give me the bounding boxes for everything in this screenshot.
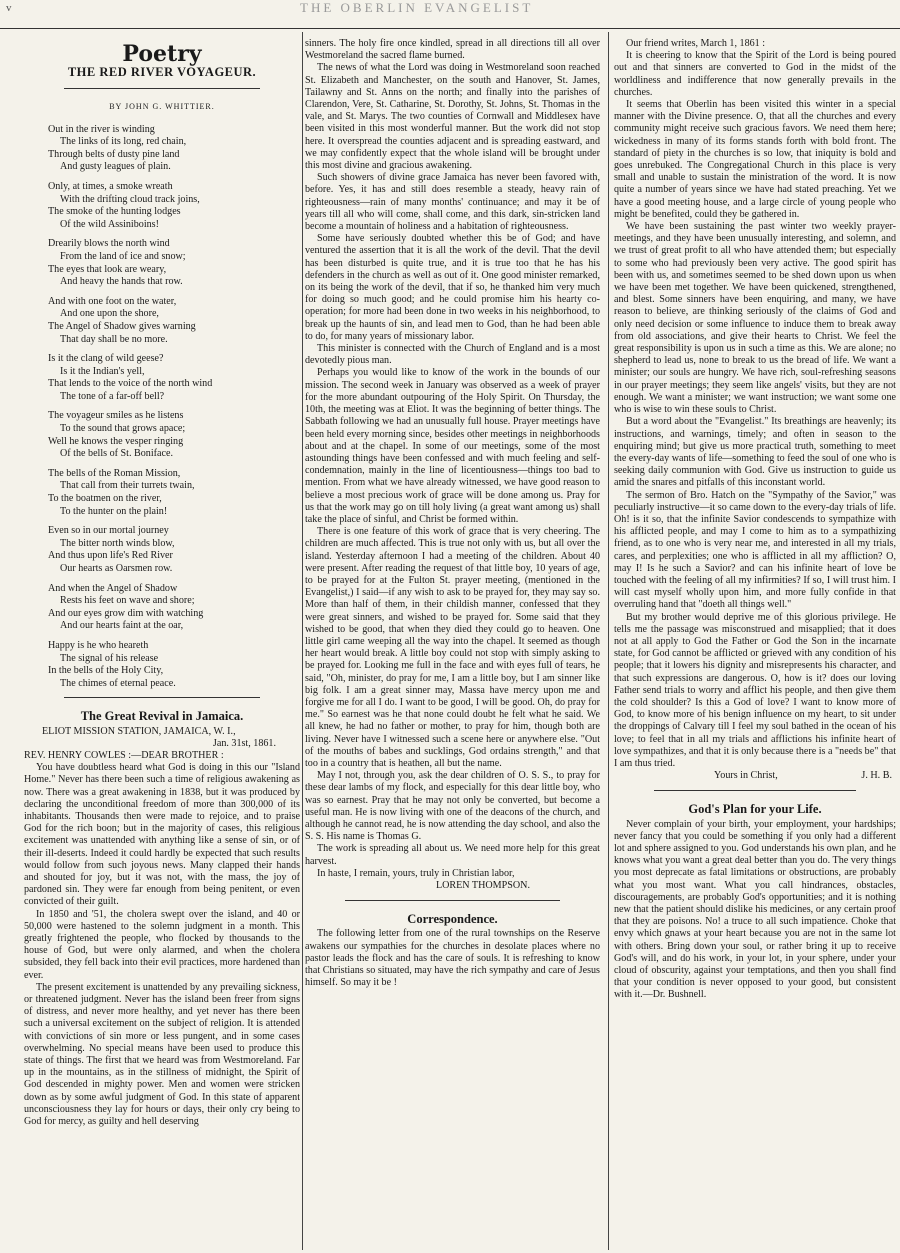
revival-paragraph-1: You have doubtless heard what God is doing in this our "Island Home." Never has there been such a time of religious awakening as now. There was a great awakening in 1838, but it was produced by declaring the unconditional freedom of more than 300,000 of its inhabitants. Thousands then were made to rejoice, and to praise God for the rich boon; but in the majority of cases, this religious excitement was unattended with anything like a sense of sin, or of their ill-deserts. Indeed it could hardly be expected that such results would follow from such joyous news. Many clapped their hands and shouted for joy, but it was not, with the mass, the joy of pardoned sin. They were far enough from being penitent, or even convicted of their guilt.: [24, 762, 300, 908]
fold-mark: v: [6, 2, 15, 14]
poem-stanza: [48, 583, 300, 633]
poem-line: To the sound that grows apace;: [60, 423, 186, 435]
poem-line: Well he knows the vesper ringing: [48, 435, 184, 447]
section-divider: [345, 900, 560, 901]
poem-line: The eyes that look are weary,: [48, 263, 167, 275]
poem-stanza: [48, 181, 300, 231]
poem-author: BY JOHN G. WHITTIER.: [109, 102, 215, 112]
poem-line: That day shall be no more.: [60, 333, 168, 345]
col3-paragraph-6: But my brother would deprive me of this glorious privilege. He tells me the passage was misconstrued and misapplied; that it does not at all apply to God the Father or God the Son in the incarnate state, for God cannot be afflicted or grieved with any condition of his people; that it lowers his dignity and misrepresents his character, and that such expressions are dangerous. O, how is it? does our loving Father send trials to worry and afflict his people, and then give them the cold shoulder? Is this a God of love? I want to know more of God, to know more of his benign influence on my heart, to sit under the droppings of Calvary till I feel my soul bathed in the ocean of his love; to feel that in all my trials and afflictions his infinite heart of love sympathizes, and that it is only because there is a "needs be" that I am thus tried.: [614, 611, 896, 769]
poem-line: Through belts of dusty pine land: [48, 148, 180, 160]
poem-line: Drearily blows the north wind: [48, 238, 170, 250]
poem-stanza: [48, 353, 300, 403]
dateline-date: Jan. 31st, 1861.: [212, 737, 276, 749]
poem-stanza: [48, 525, 300, 575]
poem-line: Is it the Indian's yell,: [60, 365, 145, 377]
signoff-text: Yours in Christ,: [714, 770, 778, 782]
col2-paragraph-3: Such showers of divine grace Jamaica has never been favored with, before. Yes, it has and still does resemble a steady, heavy rain of righteousness—rain of many months' continuance; and may it be of years till all who will come, shall come, and this dark, sin-stricken land become a mountain of holiness and a habitation of righteousness.: [305, 172, 600, 233]
revival-paragraph-3: The present excitement is unattended by any prevailing sickness, or threatened judgment. Never has the island been freer from signs of distress, and never more healthy, and yet never has there been such a universal excitement on the subject of religion. It is attended with convictions of sin more or less pungent, and in some cases overwhelming. No special means have been used to produce this state of things. The first that we heard was from Westmoreland. Far up in the mountains, as in the stillness of midnight, the Spirit of God descended in mighty power. Men and women were stricken down as by some awful judgment of God. In this state of apparent unconsciousness they lay for hours or days, their only cry being to God for mercy, as guilty and hell deserving: [24, 981, 300, 1128]
col2-paragraph-9: The work is spreading all about us. We need more help for this great harvest.: [305, 843, 600, 867]
revival-title: The Great Revival in Jamaica.: [80, 709, 244, 724]
col2-paragraph-1: sinners. The holy fire once kindled, spread in all directions till all over Westmoreland the sacred flame burned.: [305, 38, 600, 62]
poem-line: The chimes of eternal peace.: [60, 677, 176, 689]
column-rule-2: [608, 32, 609, 1250]
poem-line: And one upon the shore,: [60, 308, 159, 320]
poem-line: To the hunter on the plain!: [60, 505, 168, 517]
correspondence-title: Correspondence.: [407, 912, 498, 927]
col2-paragraph-4: Some have seriously doubted whether this be of God; and have ventured the assertion that it is all the work of the devil. That the devil has been disturbed is quite true, and it is true too that he has his defenders in the church as well as out of it. One good minister remarked, on its being the work of the devil, that if so, he thanked him very much for doing so much good; and he could promise him his hearty co-operation; for more had been done in two weeks in his neighborhood, to break up the haunts of sin, and lead men to God, than he had been able to do, for many years of missionary labor.: [305, 233, 600, 342]
masthead: [0, 0, 900, 29]
poem-line: And thus upon life's Red River: [48, 550, 173, 562]
col2-paragraph-6: Perhaps you would like to know of the work in the bounds of our mission. The second week in January was observed as a week of prayer for the more abundant outpouring of the Holy Spirit. On Thursday, the 10th, the meeting was at Eliot. It was the beginning of better things. The Sabbath following we had an unusually full house. Prayer meetings have been held every morning since, besides other meetings in neighborhoods about and at the chapel. In some of our meetings, some of the most astounding things have been confessed and with much feeling and self-condemnation, mainly in the line of licentiousness—things too bad to mention. From what we have already witnessed, we have good reason to believe a most precious work of grace will be done among us. Pray for us that the work may go on till holy living (a great want among us) shall take the place of sinful, and Christ be formed within.: [305, 367, 600, 525]
poem-line: And our eyes grow dim with watching: [48, 607, 204, 619]
poem-line: And when the Angel of Shadow: [48, 582, 178, 594]
poem-line: The signal of his release: [60, 652, 159, 664]
column-1: [24, 38, 300, 1250]
gods-plan-paragraph: Never complain of your birth, your employment, your hardships; never fancy that you could be something if you only had a different lot and sphere assigned to you. God understands his own plan, and he knows what you want a great deal better than you do. The very things you most deprecate as fatal limitations or obstructions, are probably what you most want. What you call hindrances, obstacles, discouragements, are probably God's opportunities; and it is nothing new that the patient should dislike his medicines, or any certain proof that they are poisons. No! a truce to all such impatience. Choke that envy which gnaws at your heart because you are not in the same lot with others. Bring down your soul, or rather bring it up to receive God's will, and do his work, in your lot, in your sphere, under your cloud of obscurity, against your temptations, and then you shall find that your condition is never opposed to your good, but consistent with it.—Dr. Bushnell.: [614, 818, 896, 1001]
signoff-initials: J. H. B.: [861, 770, 892, 782]
column-2: [305, 38, 600, 1250]
poem-line: That lends to the voice of the north wind: [48, 378, 213, 390]
gods-plan-title: God's Plan for your Life.: [688, 802, 822, 817]
salutation: REV. HENRY COWLES :—DEAR BROTHER :: [24, 749, 224, 761]
revival-dateline: [24, 726, 300, 750]
poem-line: Happy is he who heareth: [48, 639, 149, 651]
col2-paragraph-5: This minister is connected with the Church of England and is a most devotedly pious man.: [305, 343, 600, 367]
poem-line: Even so in our mortal journey: [48, 525, 169, 537]
poem-line: And our hearts faint at the oar,: [60, 620, 184, 632]
poem-stanza: [48, 296, 300, 346]
poem-title: THE RED RIVER VOYAGEUR.: [67, 65, 257, 80]
poem-line: And with one foot on the water,: [48, 295, 177, 307]
poem-line: The Angel of Shadow gives warning: [48, 320, 196, 332]
poem-line: Is it the clang of wild geese?: [48, 353, 164, 365]
letter-signoff: [614, 770, 896, 782]
col2-paragraph-2: The news of what the Lord was doing in Westmoreland soon reached St. Elizabeth and Manchester, on the south and Hanover, St. James, Tailawny and St. Anns on the north; and finally into the parishes of Clarendon, Vere, St. Catharine, St. Dorothy, St. Johns, St. Thomas in the vale, and St. Marys. The two counties of Cornwall and Middlesex have been visited in this most wonderful manner. But the work did not stop here. It overspread the counties adjacent and is spreading eastward, and we may confidently expect that the whole island will be brought under this most divine and gracious awakening.: [305, 62, 600, 172]
dateline-place: ELIOT MISSION STATION, JAMAICA, W. I.,: [42, 725, 236, 737]
correspondence-paragraph: The following letter from one of the rural townships on the Reserve awakens our sympathies for the churches in desolate places where no pastor leads the flock and has the care of souls. It is refreshing to know that Christians so situated, may have the rich sympathy and care of Jesus himself. So may it be !: [305, 928, 600, 989]
letter-signature: LOREN THOMPSON.: [435, 880, 530, 892]
poem-stanza: [48, 468, 300, 518]
poem-line: To the boatmen on the river,: [48, 493, 162, 505]
masthead-title: THE OBERLIN EVANGELIST: [300, 0, 534, 15]
section-divider: [654, 790, 856, 791]
letter-opening: Our friend writes, March 1, 1861 :: [626, 38, 766, 49]
poem-line: And heavy the hands that row.: [60, 276, 183, 288]
poem-line: The tone of a far-off bell?: [60, 390, 165, 402]
poetry-heading: Poetry: [122, 41, 202, 67]
poem-line: Our hearts as Oarsmen row.: [60, 563, 173, 575]
col2-paragraph-7: There is one feature of this work of grace that is very cheering. The children are much affected. This is true not only with us, but all over the island. Yesterday afternoon I had a meeting of the children. About 40 were present. After reading the request of that little boy, 10 years of age, to be prayed for at the Fulton St. prayer meeting, (mentioned in the Evangelist,) I said—if any wish to ask to be prayed for, they may say so. More than half of them, in their childish manner, confessed that they were great sinners, and wished to be prayed for. Some said that they wished to be good, that when they died they could go to heaven. One little girl came weeping all the way into the chapel. It seemed as though her heart would break. A little boy could not stop with simply asking to be prayed for. Looking me full in the face and with eyes full of tears, he said, "Oh, minister, do pray for me, I am a little boy, but I am sinner like big folk. I am a great sinner may, Massa have mercy upon me and forgive me for all I do. I want to be good, I will be good. Oh, do pray for me." So earnest was he that none could doubt he felt what he said. We all knew, he had no father or mother, to pray for him, though both are living. Never have I witnessed such a scene here or anywhere else. "Out of the mouths of babes and sucklings, God ordains strength," and that too in a country that is heathen, all but the name.: [305, 526, 600, 769]
col3-paragraph-3: We have been sustaining the past winter two weekly prayer-meetings, and they have been unusually interesting, and solemn, and we trust of great profit to all who have attended them; but especially to some who had previously been very active. The good spirit has been with us, and sometimes seemed to be shed down upon us when we have been met together. We have been quickened, strengthened, and blest. Some sinners have been enquiring, and many, we have reason to believe, are thinking seriously of the claims of God and only need decision or some influence to induce them to break away from old associations, and give their hearts to Christ. We feel the great responsibility is upon us in such a time as this. We are alone; no shepherd to lead us, none to break to us the bread of life. We want a minister; our souls are hungry. We have rich, soul-refreshing seasons in our prayer meetings; they seem like angels' visits, but they are not enough. We want a minister; we want instruction; we want some one who is wise to win these souls to Christ.: [614, 221, 896, 416]
poem-line: Of the bells of St. Boniface.: [60, 448, 173, 460]
column-rule-1: [302, 32, 303, 1250]
poem-stanza: [48, 410, 300, 460]
col3-paragraph-2: It seems that Oberlin has been visited this winter in a special manner with the Divine presence. O, that all the churches and every community might receive such gracious favors. We need them here; wickedness in many of its forms stands forth with bold front. The standard of piety in the churches is so low, that iniquity is bold and goes unrebuked. The Congregational Church in this place is very small and unable to sustain the ministration of the word. It is now quite a number of years since we have had stated preaching. Yet we have a good meeting house, and a large circle of young people who might be benefited, could they be gathered in.: [614, 99, 896, 220]
poem-line: Rests his feet on wave and shore;: [60, 595, 195, 607]
revival-paragraph-2: In 1850 and '51, the cholera swept over the island, and 40 or 50,000 were hastened to the solemn judgment in a month. This greatly frightened the people, who flocked by thousands to the house of God, but were only alarmed, and when the cholera subsided, they fell back into their evil practices, more hardened than ever.: [24, 908, 300, 981]
poem-line: The voyageur smiles as he listens: [48, 410, 184, 422]
poem-line: The bells of the Roman Mission,: [48, 467, 181, 479]
column-3: [614, 38, 896, 1250]
poem-stanza: [48, 640, 300, 690]
poem-line: With the drifting cloud track joins,: [60, 193, 200, 205]
poem-line: Only, at times, a smoke wreath: [48, 180, 173, 192]
col3-paragraph-5: The sermon of Bro. Hatch on the "Sympathy of the Savior," was peculiarly instructive—it so came down to the every-day trials of life. Oh! is it so, that the infinite Savior condescends to sympathize with his afflicted people, and may I come to him as to a sympathizing friend, as to one who is very near me, and interested in all my trials, cares, and perplexities; one who is afflicted in all my affliction? O, may I! Is he such a Savior? and can his infinite heart of love be touched with the feeling of all my infirmities? If so, I will trust him. I will cast myself wholly upon him, and more fully confide in that overruling hand that "doeth all things well.": [614, 489, 896, 611]
col3-paragraph-4: But a word about the "Evangelist." Its breathings are heavenly; its instructions, and warnings, timely; and often in season to the enquiring mind; but give us more practical truth, something to meet the every-day wants of life—something to feed the soul of one who is seeking daily communion with God. Give us instruction to guide us amid the snares and pitfalls of this inconstant world.: [614, 416, 896, 489]
poem-stanza: [48, 124, 300, 174]
poem-divider: [64, 88, 260, 89]
poem-line: From the land of ice and snow;: [60, 250, 186, 262]
poem-line: The smoke of the hunting lodges: [48, 206, 181, 218]
poem-stanza: [48, 238, 300, 288]
poem-stanzas: [24, 124, 300, 691]
letter-closing: In haste, I remain, yours, truly in Christian labor,: [317, 867, 515, 879]
poem-line: Out in the river is winding: [48, 123, 155, 135]
poem-line: That call from their turrets twain,: [60, 480, 195, 492]
section-divider: [64, 697, 260, 698]
poem-line: In the bells of the Holy City,: [48, 665, 164, 677]
col2-paragraph-8: May I not, through you, ask the dear children of O. S. S., to pray for these dear lambs of my flock, and especially for this dear little boy, who was so earnest. Pray that he may not only be converted, but become a useful man. He is now living with one of the deacons of the church, and although he cannot read, he is now attending the day school, and also the S. S. His name is Thomas G.: [305, 770, 600, 843]
poem-line: Of the wild Assiniboins!: [60, 218, 159, 230]
poem-line: The bitter north winds blow,: [60, 537, 175, 549]
poem-line: The links of its long, red chain,: [60, 136, 187, 148]
poem-line: And gusty leagues of plain.: [60, 161, 171, 173]
col3-paragraph-1: It is cheering to know that the Spirit of the Lord is being poured out and that sinners are converted to God in the midst of the worldliness and indifference that now generally prevails in the churches.: [614, 50, 896, 98]
